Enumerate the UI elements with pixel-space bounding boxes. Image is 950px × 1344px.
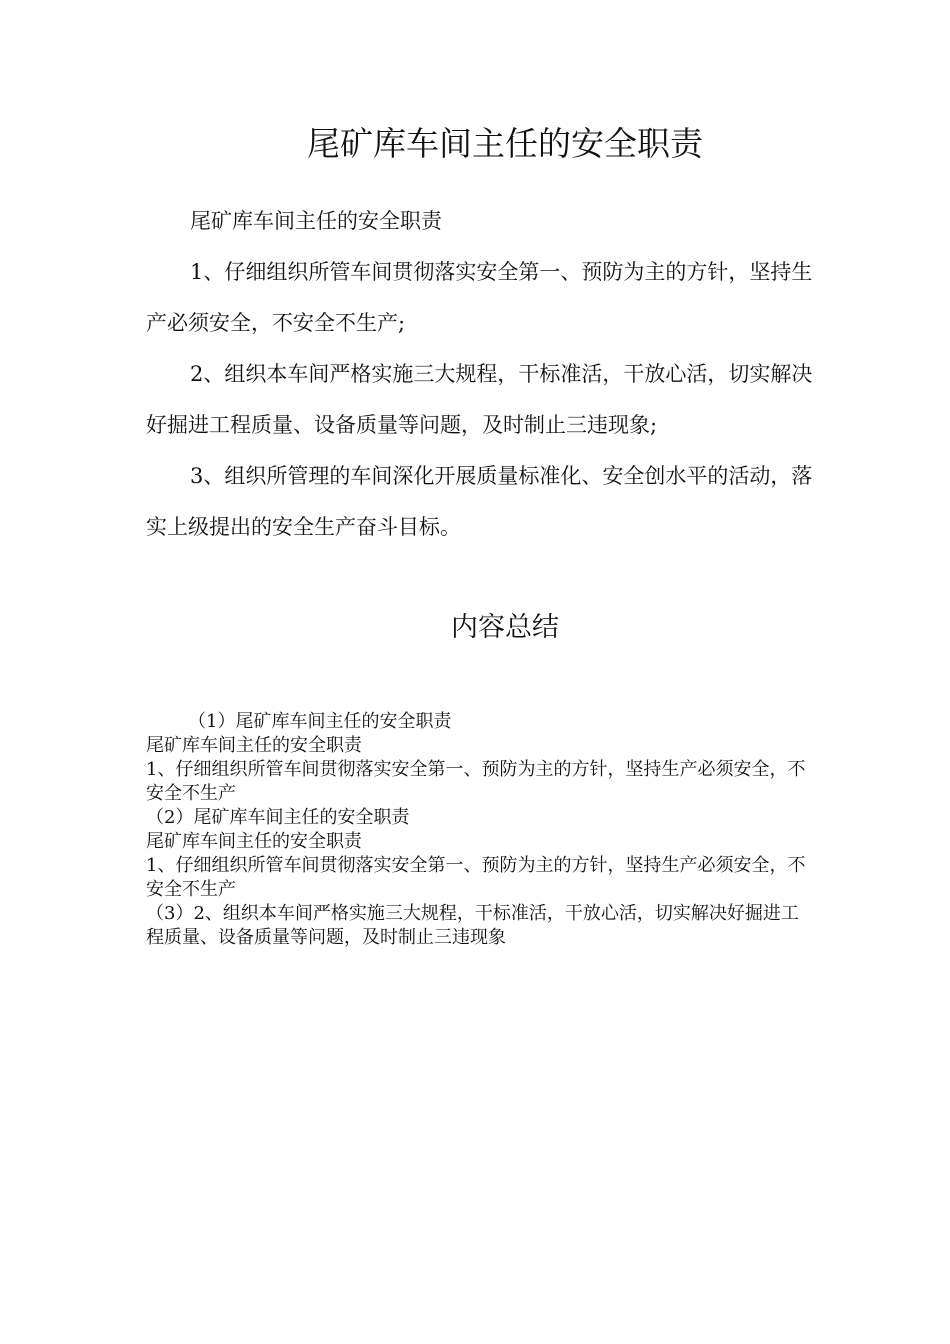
- summary-body: [146, 710, 806, 950]
- body-paragraph: 1、仔细组织所管车间贯彻落实安全第一、预防为主的方针，坚持生产必须安全，不安全不生产;: [146, 260, 813, 335]
- body-paragraph: 2、组织本车间严格实施三大规程，干标准活，干放心活，切实解决好掘进工程质量、设备质量等问题，及时制止三违现象;: [146, 362, 813, 437]
- document-title: 尾矿库车间主任的安全职责: [307, 124, 703, 163]
- summary-line: 尾矿库车间主任的安全职责: [146, 735, 362, 756]
- summary-line: （3）2、组织本车间严格实施三大规程，干标准活，干放心活，切实解决好掘进工程质量、设备质量等问题，及时制止三违现象: [146, 903, 799, 948]
- summary-line: 尾矿库车间主任的安全职责: [146, 831, 362, 852]
- summary-title: 内容总结: [451, 612, 559, 643]
- body-paragraph: 尾矿库车间主任的安全职责: [190, 209, 442, 233]
- summary-line: 1、仔细组织所管车间贯彻落实安全第一、预防为主的方针，坚持生产必须安全，不安全不生产: [146, 759, 806, 804]
- summary-line: 1、仔细组织所管车间贯彻落实安全第一、预防为主的方针，坚持生产必须安全，不安全不生产: [146, 855, 806, 900]
- summary-line: （2）尾矿库车间主任的安全职责: [146, 807, 410, 828]
- summary-line: （1）尾矿库车间主任的安全职责: [188, 711, 452, 732]
- body-paragraph: 3、组织所管理的车间深化开展质量标准化、安全创水平的活动，落实上级提出的安全生产奋斗目标。: [146, 464, 813, 539]
- document-body: [146, 196, 816, 553]
